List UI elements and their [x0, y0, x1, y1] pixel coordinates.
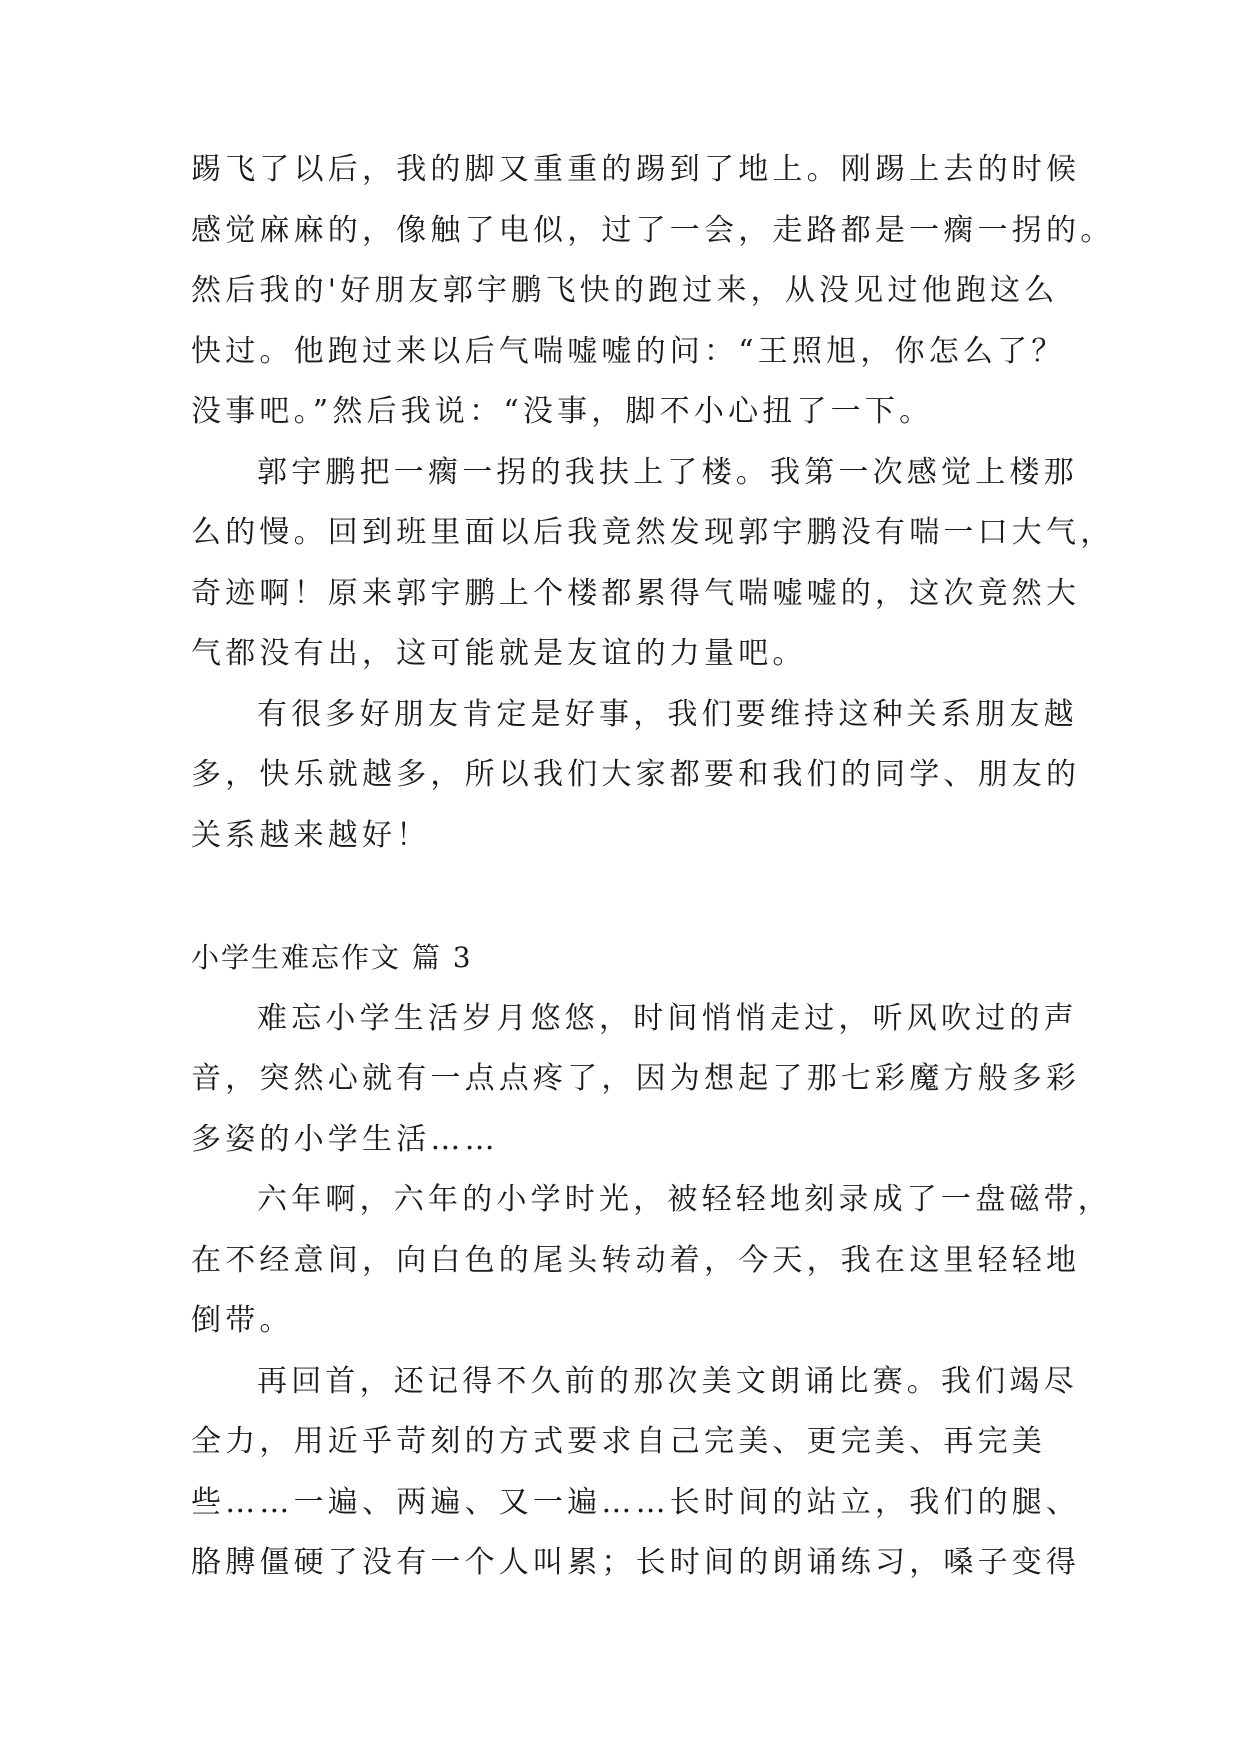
text-line: 难忘小学生活岁月悠悠，时间悄悄走过，听风吹过的声: [257, 1000, 1078, 1036]
text-line: 音，突然心就有一点点疼了，因为想起了那七彩魔方般多彩: [191, 1061, 1081, 1096]
text-line: 没事吧。”然后我说：“没事，脚不小心扭了一下。: [191, 394, 934, 429]
paragraph: [191, 989, 1081, 1171]
text-line: 全力，用近乎苛刻的方式要求自己完美、更完美、再完美: [191, 1424, 1046, 1459]
text-line: 再回首，还记得不久前的那次美文朗诵比赛。我们竭尽: [257, 1363, 1078, 1399]
section-heading: 小学生难忘作文 篇 3: [191, 941, 473, 974]
paragraph: [191, 1352, 1081, 1594]
text-line: 胳膊僵硬了没有一个人叫累；长时间的朗诵练习，嗓子变得: [191, 1545, 1081, 1580]
text-line: 然后我的'好朋友郭宇鹏飞快的跑过来，从没见过他跑这么: [191, 273, 1059, 308]
text-line: 气都没有出，这可能就是友谊的力量吧。: [191, 636, 807, 671]
paragraph: [191, 685, 1081, 867]
text-line: 关系越来越好！: [191, 817, 431, 853]
text-line: 奇迹啊！原来郭宇鹏上个楼都累得气喘嘘嘘的，这次竟然大: [191, 575, 1081, 611]
document-body: [191, 140, 1115, 1594]
text-line: 郭宇鹏把一瘸一拐的我扶上了楼。我第一次感觉上楼那: [257, 454, 1078, 490]
paragraph: [191, 140, 1115, 443]
text-line: 倒带。: [191, 1303, 294, 1338]
text-line: 多姿的小学生活……: [191, 1121, 499, 1157]
text-line: 踢飞了以后，我的脚又重重的踢到了地上。刚踢上去的时候: [191, 152, 1081, 187]
section-spacer: [191, 866, 1061, 928]
text-line: 在不经意间，向白色的尾头转动着，今天，我在这里轻轻地: [191, 1242, 1081, 1278]
text-line: 有很多好朋友肯定是好事，我们要维持这种关系朋友越: [257, 696, 1078, 732]
text-line: 么的慢。回到班里面以后我竟然发现郭宇鹏没有喘一口大气，: [191, 515, 1115, 550]
text-line: 六年啊，六年的小学时光，被轻轻地刻录成了一盘磁带，: [257, 1182, 1112, 1217]
paragraph: [191, 443, 1115, 685]
text-line: 感觉麻麻的，像触了电似，过了一会，走路都是一瘸一拐的。: [191, 212, 1115, 248]
text-line: 多，快乐就越多，所以我们大家都要和我们的同学、朋友的: [191, 757, 1081, 792]
paragraph: [191, 1170, 1112, 1352]
text-line: 快过。他跑过来以后气喘嘘嘘的问：“王照旭，你怎么了？: [191, 333, 1066, 369]
text-line: 些……一遍、两遍、又一遍……长时间的站立，我们的腿、: [191, 1484, 1081, 1520]
